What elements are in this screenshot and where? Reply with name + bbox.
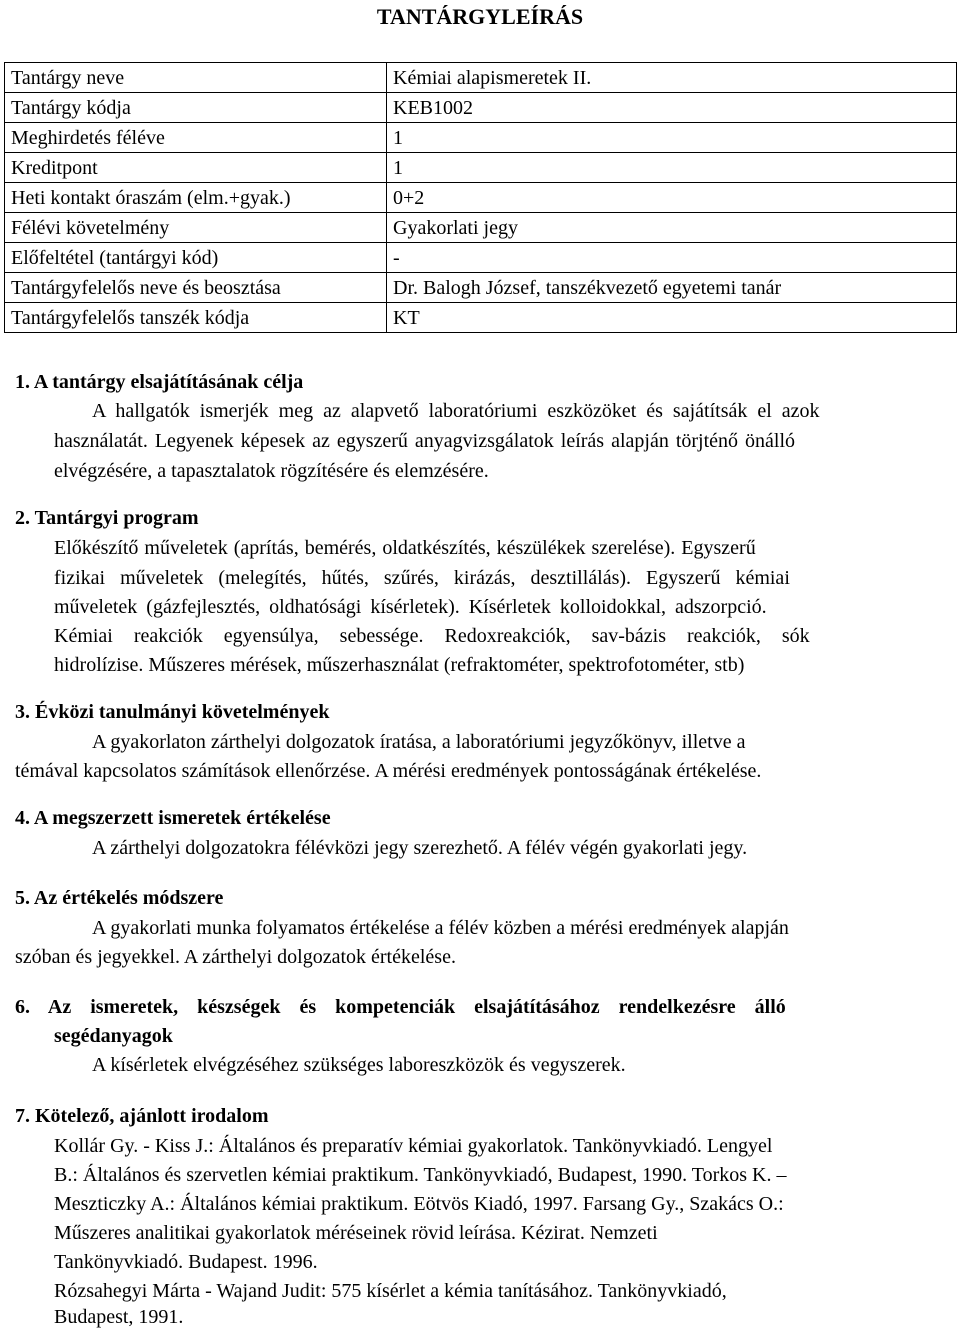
table-row xyxy=(5,153,957,183)
info-label: Tantárgy kódja xyxy=(5,93,387,123)
reference-line: B.: Általános és szervetlen kémiai praktikum. Tankönyvkiadó, Budapest, 1990. Torkos K. – xyxy=(54,1164,787,1186)
table-row xyxy=(5,213,957,243)
info-value: 1 xyxy=(387,153,957,183)
section-6-line: A kísérletek elvégzéséhez szükséges laboreszközök és vegyszerek. xyxy=(92,1054,626,1076)
section-2-heading: 2. Tantárgyi program xyxy=(15,507,199,529)
section-1-line: használatát. Legyenek képesek az egyszerű anyagvizsgálatok leírás alapján törjténő önálló xyxy=(54,430,796,452)
table-row xyxy=(5,273,957,303)
course-info-table xyxy=(4,62,957,333)
info-value: 1 xyxy=(387,123,957,153)
info-label: Kreditpont xyxy=(5,153,387,183)
info-value: Kémiai alapismeretek II. xyxy=(387,63,957,93)
info-value: KT xyxy=(387,303,957,333)
document-title: TANTÁRGYLEÍRÁS xyxy=(376,4,584,29)
info-value: Gyakorlati jegy xyxy=(387,213,957,243)
section-1-heading: 1. A tantárgy elsajátításának célja xyxy=(15,371,304,393)
info-label: Meghirdetés féléve xyxy=(5,123,387,153)
section-2-line: Kémiai reakciók egyensúlya, sebessége. Redoxreakciók, sav-bázis reakciók, sók xyxy=(54,625,810,647)
section-1-line: A hallgatók ismerjék meg az alapvető laboratóriumi eszközöket és sajátítsák el azok xyxy=(92,400,820,422)
reference-line: Meszticzky A.: Általános kémiai praktikum. Eötvös Kiadó, 1997. Farsang Gy., Szakács O.: xyxy=(54,1193,784,1215)
section-2-line: fizikai műveletek (melegítés, hűtés, szűrés, kirázás, desztillálás). Egyszerű kémiai xyxy=(54,567,790,589)
table-row xyxy=(5,93,957,123)
reference-line: Műszeres analitikai gyakorlatok méréseinek rövid leírása. Kézirat. Nemzeti xyxy=(54,1222,658,1244)
reference-line: Budapest, 1991. xyxy=(54,1306,184,1328)
table-row xyxy=(5,63,957,93)
table-row xyxy=(5,303,957,333)
info-value: 0+2 xyxy=(387,183,957,213)
section-5-line: szóban és jegyekkel. A zárthelyi dolgozatok értékelése. xyxy=(15,946,456,968)
reference-line: Rózsahegyi Márta - Wajand Judit: 575 kísérlet a kémia tanításához. Tankönyvkiadó, xyxy=(54,1280,727,1302)
section-2-line: Előkészítő műveletek (aprítás, bemérés, oldatkészítés, készülékek szerelése). Egyszerű xyxy=(54,537,756,559)
info-label: Tantárgyfelelős neve és beosztása xyxy=(5,273,387,303)
section-4-heading: 4. A megszerzett ismeretek értékelése xyxy=(15,807,331,829)
section-3-line: A gyakorlaton zárthelyi dolgozatok íratása, a laboratóriumi jegyzőkönyv, illetve a xyxy=(92,731,746,753)
section-6-heading: 6. Az ismeretek, készségek és kompetenciák elsajátításához rendelkezésre álló xyxy=(15,996,786,1018)
info-label: Tantárgy neve xyxy=(5,63,387,93)
reference-line: Tankönyvkiadó. Budapest. 1996. xyxy=(54,1251,318,1273)
section-6-heading-cont: segédanyagok xyxy=(54,1025,173,1047)
section-4-line: A zárthelyi dolgozatokra félévközi jegy szerezhető. A félév végén gyakorlati jegy. xyxy=(92,837,748,859)
info-value: KEB1002 xyxy=(387,93,957,123)
section-2-line: műveletek (gázfejlesztés, oldhatósági kísérletek). Kísérletek kolloidokkal, adszorpció. xyxy=(54,596,767,618)
info-label: Félévi követelmény xyxy=(5,213,387,243)
info-value: Dr. Balogh József, tanszékvezető egyetemi tanár xyxy=(387,273,957,303)
table-row xyxy=(5,183,957,213)
table-row xyxy=(5,243,957,273)
section-5-line: A gyakorlati munka folyamatos értékelése a félév közben a mérési eredmények alapján xyxy=(92,917,789,939)
table-row xyxy=(5,123,957,153)
section-1-line: elvégzésére, a tapasztalatok rögzítésére és elemzésére. xyxy=(54,460,489,482)
info-value: - xyxy=(387,243,957,273)
reference-line: Kollár Gy. - Kiss J.: Általános és preparatív kémiai gyakorlatok. Tankönyvkiadó. Lengyel xyxy=(54,1135,773,1157)
section-7-heading: 7. Kötelező, ajánlott irodalom xyxy=(15,1105,269,1127)
info-label: Előfeltétel (tantárgyi kód) xyxy=(5,243,387,273)
info-label: Tantárgyfelelős tanszék kódja xyxy=(5,303,387,333)
section-5-heading: 5. Az értékelés módszere xyxy=(15,887,224,909)
section-2-line: hidrolízise. Műszeres mérések, műszerhasználat (refraktométer, spektrofotométer, stb) xyxy=(54,654,745,676)
section-3-line: témával kapcsolatos számítások ellenőrzése. A mérési eredmények pontosságának értékelése. xyxy=(15,760,762,782)
info-label: Heti kontakt óraszám (elm.+gyak.) xyxy=(5,183,387,213)
section-3-heading: 3. Évközi tanulmányi követelmények xyxy=(15,701,330,723)
